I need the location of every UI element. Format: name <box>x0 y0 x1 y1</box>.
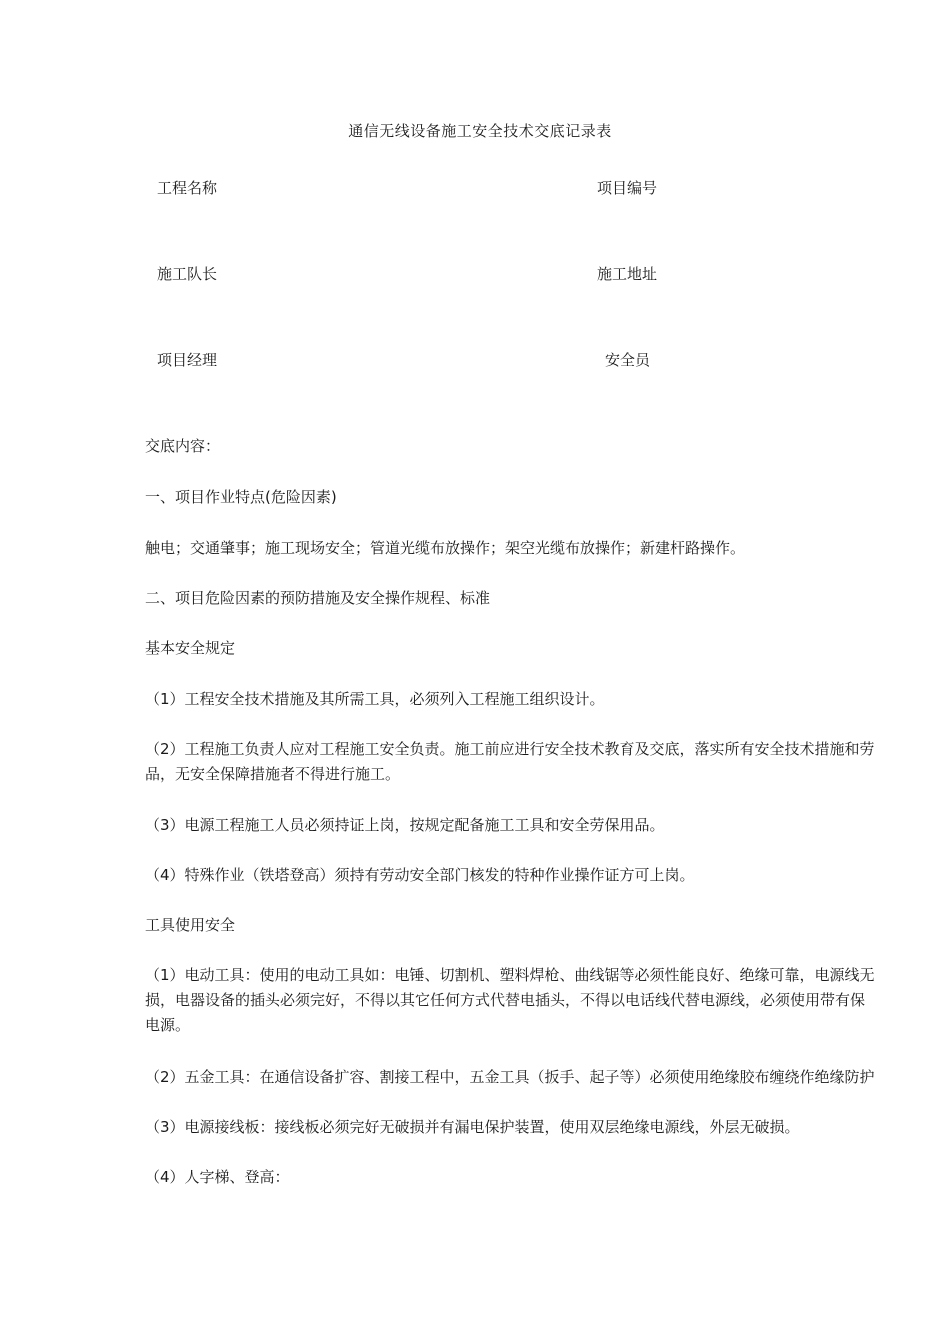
tool-4: （4）人字梯、登高： <box>145 1168 290 1186</box>
section1-text: 触电；交通肇事；施工现场安全；管道光缆布放操作；架空光缆布放操作；新建杆路操作。 <box>145 539 746 557</box>
site-address-label: 施工地址 <box>597 265 658 283</box>
content-label: 交底内容： <box>145 437 221 455</box>
section1-heading: 一、项目作业特点(危险因素) <box>145 488 337 506</box>
tool-1-line2: 损，电器设备的插头必须完好，不得以其它任何方式代替电插头，不得以电话线代替电源线，必须使用带有保 <box>145 991 866 1009</box>
project-manager-label: 项目经理 <box>157 351 218 369</box>
basic-rule-1: （1）工程安全技术措施及其所需工具，必须列入工程施工组织设计。 <box>145 690 605 708</box>
tool-1-line3: 电源。 <box>145 1016 191 1034</box>
basic-rules-heading: 基本安全规定 <box>145 639 236 657</box>
basic-rule-2 <box>145 737 950 787</box>
basic-rule-2-line1: （2）工程施工负责人应对工程施工安全负责。施工前应进行安全技术教育及交底，落实所有安全技术措施和劳 <box>145 740 875 758</box>
document-title: 通信无线设备施工安全技术交底记录表 <box>348 122 612 140</box>
tool-1 <box>145 963 950 1038</box>
tool-3: （3）电源接线板：接线板必须完好无破损并有漏电保护装置，使用双层绝缘电源线，外层无破损。 <box>145 1118 800 1136</box>
basic-rule-4: （4）特殊作业（铁塔登高）须持有劳动安全部门核发的特种作业操作证方可上岗。 <box>145 866 695 884</box>
project-number-label: 项目编号 <box>597 179 658 197</box>
basic-rule-3: （3）电源工程施工人员必须持证上岗，按规定配备施工工具和安全劳保用品。 <box>145 816 665 834</box>
safety-officer-label: 安全员 <box>605 351 651 369</box>
tool-1-line1: （1）电动工具：使用的电动工具如：电锤、切割机、塑料焊枪、曲线锯等必须性能良好、绝缘可靠，电源线无 <box>145 966 875 984</box>
project-name-label: 工程名称 <box>157 179 218 197</box>
tools-heading: 工具使用安全 <box>145 916 236 934</box>
team-leader-label: 施工队长 <box>157 265 218 283</box>
section2-heading: 二、项目危险因素的预防措施及安全操作规程、标准 <box>145 589 491 607</box>
tool-2: （2）五金工具：在通信设备扩容、割接工程中，五金工具（扳手、起子等）必须使用绝缘胶布缠绕作绝缘防护 <box>145 1068 875 1086</box>
basic-rule-2-line2: 品，无安全保障措施者不得进行施工。 <box>145 765 401 783</box>
